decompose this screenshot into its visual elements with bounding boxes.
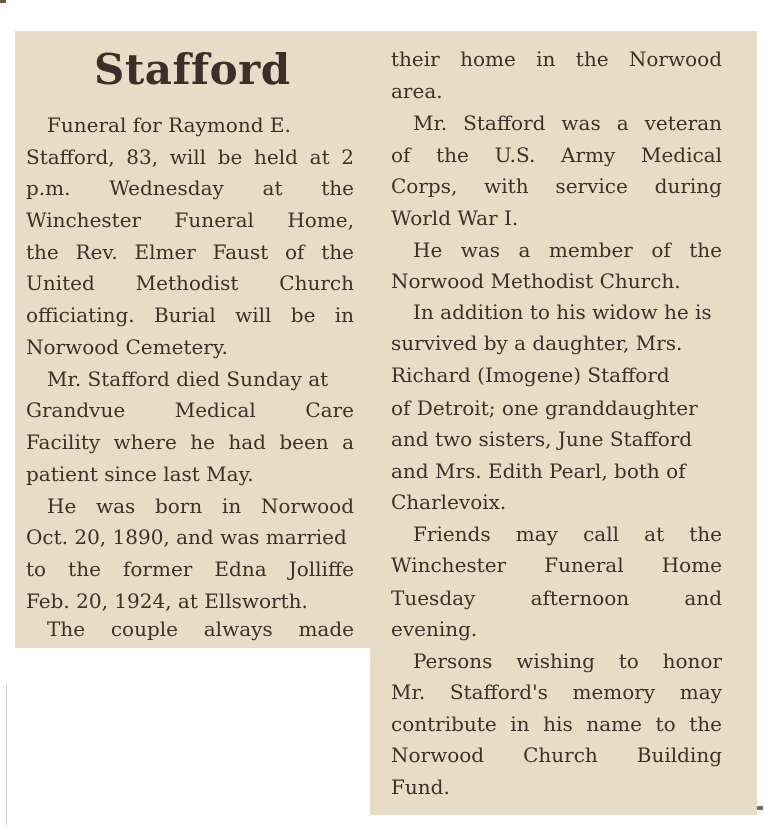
column1-line: Norwood Cemetery. [26, 335, 228, 359]
column1-line: Grandvue Medical Care [26, 398, 354, 422]
column1-line: Facility where he had been a [26, 430, 354, 454]
column2-line: Richard (Imogene) Stafford [391, 363, 670, 387]
column1-line: patient since last May. [26, 462, 254, 486]
column2-line: of the U.S. Army Medical [391, 143, 722, 167]
column2-line: Friends may call at the [413, 522, 722, 546]
column1-line: The couple always made [47, 617, 354, 641]
column1-line: p.m. Wednesday at the [26, 176, 354, 200]
column1-line: Funeral for Raymond E. [47, 113, 291, 137]
column2-line: and Mrs. Edith Pearl, both of [391, 459, 686, 483]
column2-line: evening. [391, 617, 478, 641]
scan-corner-mark [0, 0, 6, 3]
column1-line: United Methodist Church [26, 271, 354, 295]
column2-line: World War I. [391, 206, 519, 230]
column1-line: He was born in Norwood [47, 494, 354, 518]
column2-line: Mr. Stafford was a veteran [413, 111, 722, 135]
column1-line: the Rev. Elmer Faust of the [26, 240, 354, 264]
column2-line: contribute in his name to the [391, 712, 722, 736]
column1-line: Winchester Funeral Home, [26, 208, 354, 232]
column2-line: Tuesday afternoon and [391, 586, 722, 610]
column2-line: of Detroit; one granddaughter [391, 396, 698, 420]
column2-line: Norwood Church Building [391, 743, 722, 767]
column2-line: He was a member of the [413, 238, 722, 262]
column2-line: area. [391, 79, 443, 103]
column2-line: and two sisters, June Stafford [391, 427, 693, 451]
column1-line: to the former Edna Jolliffe [26, 557, 354, 581]
column2-line: their home in the Norwood [391, 47, 722, 71]
obituary-headline: Stafford [94, 45, 291, 94]
column1-line: Mr. Stafford died Sunday at [47, 367, 329, 391]
scan-bottom-mark [757, 806, 763, 810]
scan-edge-line [6, 685, 7, 825]
column1-line: Oct. 20, 1890, and was married [26, 525, 347, 549]
column2-line: Fund. [391, 775, 450, 799]
column2-line: Persons wishing to honor [413, 649, 722, 673]
column2-line: Norwood Methodist Church. [391, 269, 681, 293]
column2-line: Winchester Funeral Home [391, 553, 722, 577]
column1-line: Feb. 20, 1924, at Ellsworth. [26, 589, 308, 613]
column2-line: In addition to his widow he is [413, 300, 712, 324]
column2-line: Mr. Stafford's memory may [391, 680, 722, 704]
column2-line: Charlevoix. [391, 490, 507, 514]
column1-line: officiating. Burial will be in [26, 303, 354, 327]
column1-line: Stafford, 83, will be held at 2 [26, 145, 354, 169]
column2-line: survived by a daughter, Mrs. [391, 331, 683, 355]
column2-line: Corps, with service during [391, 174, 722, 198]
